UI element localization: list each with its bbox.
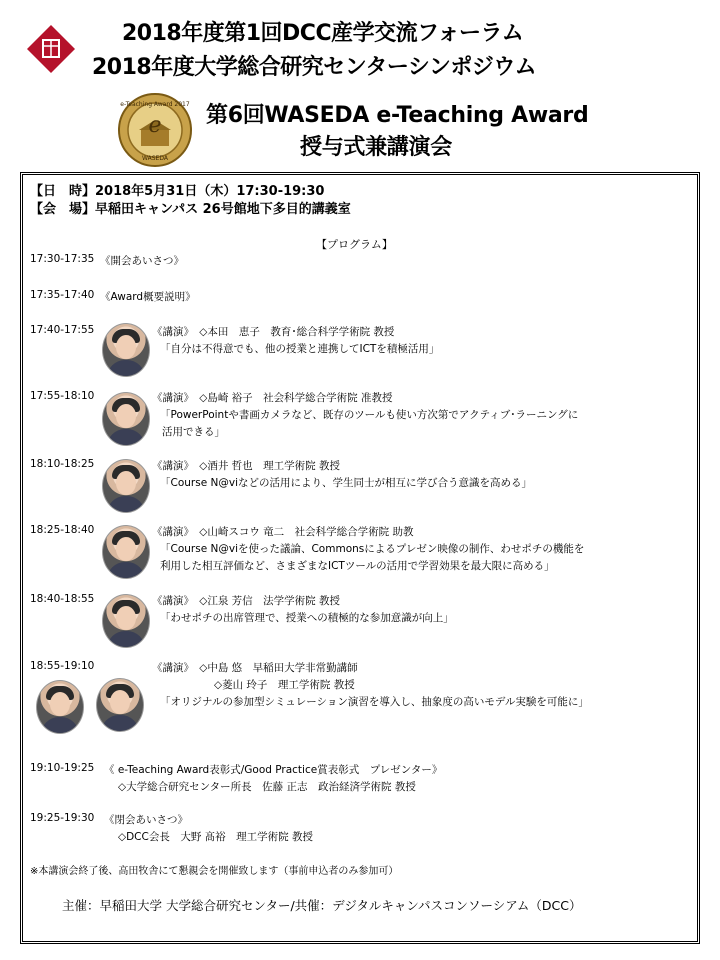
item-3-line-2: 「自分は不得意でも、他の授業と連携してICTを積極活用」 — [160, 343, 440, 355]
event-date: 【日 時】2018年5月31日（木）17:30-19:30 — [30, 184, 325, 199]
waseda-logo — [26, 24, 76, 74]
item-9-line-2: ◇大学総合研究センター所長 佐藤 正志 政治経済学術院 教授 — [118, 781, 416, 793]
item-4-line-1: 《講演》 ◇島崎 裕子 社会科学総合学術院 准教授 — [152, 392, 393, 404]
item-3-line-1: 《講演》 ◇本田 恵子 教育･総合科学学術院 教授 — [152, 326, 395, 338]
title-line-2: 2018年度大学総合研究センターシンポジウム — [92, 55, 537, 80]
award-badge — [117, 92, 193, 168]
time-9: 19:10-19:25 — [30, 762, 95, 774]
time-4: 17:55-18:10 — [30, 390, 95, 402]
award-title: 第6回WASEDA e-Teaching Award — [206, 103, 589, 128]
time-1: 17:30-17:35 — [30, 253, 95, 265]
svg-text:WASEDA: WASEDA — [142, 155, 168, 162]
program-heading: 【プログラム】 — [316, 238, 393, 251]
item-5-line-1: 《講演》 ◇酒井 哲也 理工学術院 教授 — [152, 460, 340, 472]
item-4-line-3: 活用できる」 — [162, 426, 225, 438]
speaker-photo-honda — [102, 323, 150, 377]
speaker-photo-yamazaki — [102, 525, 150, 579]
item-6-line-3: 利用した相互評価など、さまざまなICTツールの活用で学習効果を最大限に高める」 — [160, 560, 555, 572]
item-8-line-2: ◇菱山 玲子 理工学術院 教授 — [214, 679, 355, 691]
time-5: 18:10-18:25 — [30, 458, 95, 470]
item-6-line-2: 「Course N@viを使った議論、Commonsによるプレゼン映像の制作、わせポチの機能を — [160, 543, 585, 555]
title-line-1: 2018年度第1回DCC産学交流フォーラム — [122, 21, 524, 46]
item-8-line-3: 「オリジナルの参加型シミュレーション演習を導入し、抽象度の高いモデル実験を可能に」 — [160, 696, 589, 708]
footer-note: ※本講演会終了後、高田牧舎にて懇親会を開催致します（事前申込者のみ参加可） — [30, 866, 399, 877]
item-7-line-1: 《講演》 ◇江泉 芳信 法学学術院 教授 — [152, 595, 340, 607]
item-1-line-1: 《開会あいさつ》 — [100, 255, 184, 267]
item-2-line-1: 《Award概要説明》 — [100, 291, 196, 303]
time-3: 17:40-17:55 — [30, 324, 95, 336]
award-subtitle: 授与式兼講演会 — [300, 135, 452, 160]
svg-text:e-Teaching Award 2017: e-Teaching Award 2017 — [120, 101, 190, 108]
item-5-line-2: 「Course N@viなどの活用により、学生同士が相互に学び合う意識を高める」 — [160, 477, 532, 489]
time-8: 18:55-19:10 — [30, 660, 95, 672]
item-10-line-1: 《閉会あいさつ》 — [104, 814, 188, 826]
event-venue: 【会 場】早稲田キャンパス 26号館地下多目的講義室 — [30, 202, 351, 217]
time-7: 18:40-18:55 — [30, 593, 95, 605]
time-10: 19:25-19:30 — [30, 812, 95, 824]
item-8-line-1: 《講演》 ◇中島 悠 早稲田大学非常勤講師 — [152, 662, 358, 674]
speaker-photo-sakai — [102, 459, 150, 513]
footer-organizer: 主催：早稲田大学 大学総合研究センター/共催：デジタルキャンパスコンソーシアム（DCC） — [62, 898, 582, 913]
item-4-line-2: 「PowerPointや書画カメラなど、既存のツールも使い方次第でアクティブ･ラーニングに — [160, 409, 579, 421]
item-7-line-2: 「わせポチの出席管理で、授業への積極的な参加意識が向上」 — [160, 612, 454, 624]
item-9-line-1: 《 e-Teaching Award表彰式/Good Practice賞表彰式 プレゼンター》 — [104, 764, 443, 776]
item-6-line-1: 《講演》 ◇山崎スコウ 竜二 社会科学総合学術院 助教 — [152, 526, 414, 538]
time-6: 18:25-18:40 — [30, 524, 95, 536]
speaker-photo-shimazaki — [102, 392, 150, 446]
speaker-photo-hishiyama — [96, 678, 144, 732]
speaker-photo-nakajima — [36, 680, 84, 734]
time-2: 17:35-17:40 — [30, 289, 95, 301]
svg-text:e: e — [148, 113, 162, 138]
item-10-line-2: ◇DCC会長 大野 髙裕 理工学術院 教授 — [118, 831, 313, 843]
speaker-photo-esen — [102, 594, 150, 648]
